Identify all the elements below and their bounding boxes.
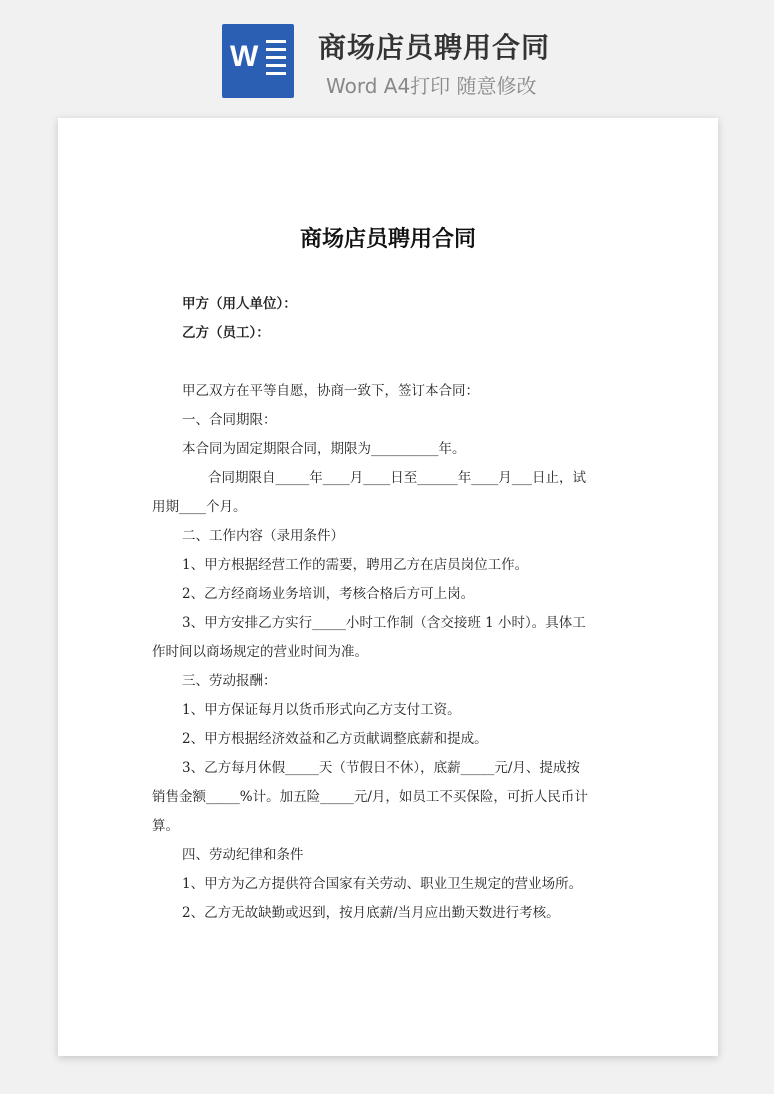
document-page [58,118,718,1056]
party-b-label: 乙方（员工）： [182,325,270,341]
header-title: 商场店员聘用合同 [318,31,551,64]
document-title: 商场店员聘用合同 [299,226,476,252]
paragraph-line: 2、乙方经商场业务培训，考核合格后方可上岗。 [182,586,475,602]
paragraph-line: 合同期限自_____年____月____日至______年____月___日止，试 [208,470,586,486]
paragraph-line: 算。 [152,818,179,834]
paragraph-line: 1、甲方根据经营工作的需要，聘用乙方在店员岗位工作。 [182,557,529,573]
paragraph-line: 2、乙方无故缺勤或迟到，按月底薪/当月应出勤天数进行考核。 [182,905,560,921]
header [0,0,774,110]
paragraph-line: 3、乙方每月休假_____天（节假日不休），底薪_____元/月、提成按 [182,760,580,776]
party-a-label: 甲方（用人单位）： [182,296,297,312]
section-heading: 二、工作内容（录用条件） [182,528,344,544]
section-heading: 三、劳动报酬： [182,673,277,689]
paragraph-line: 2、甲方根据经济效益和乙方贡献调整底薪和提成。 [182,731,488,747]
paragraph-line: 1、甲方保证每月以货币形式向乙方支付工资。 [182,702,461,718]
paragraph-line: 3、甲方安排乙方实行_____小时工作制（含交接班 1 小时）。具体工 [182,615,586,631]
section-heading: 一、合同期限： [182,412,277,428]
paragraph-line: 1、甲方为乙方提供符合国家有关劳动、职业卫生规定的营业场所。 [182,876,583,892]
word-icon-letter: W [230,40,259,73]
paragraph-line: 销售金额_____%计。加五险_____元/月，如员工不买保险，可折人民币计 [152,789,588,805]
paragraph-line: 本合同为固定期限合同，期限为__________年。 [182,441,466,457]
paragraph-line: 甲乙双方在平等自愿，协商一致下，签订本合同： [182,383,479,399]
paragraph-line: 作时间以商场规定的营业时间为准。 [152,644,368,660]
word-icon [222,24,294,98]
section-heading: 四、劳动纪律和条件 [182,847,304,863]
paragraph-line: 用期____个月。 [152,499,247,515]
header-subtitle: Word A4打印 随意修改 [326,74,537,98]
